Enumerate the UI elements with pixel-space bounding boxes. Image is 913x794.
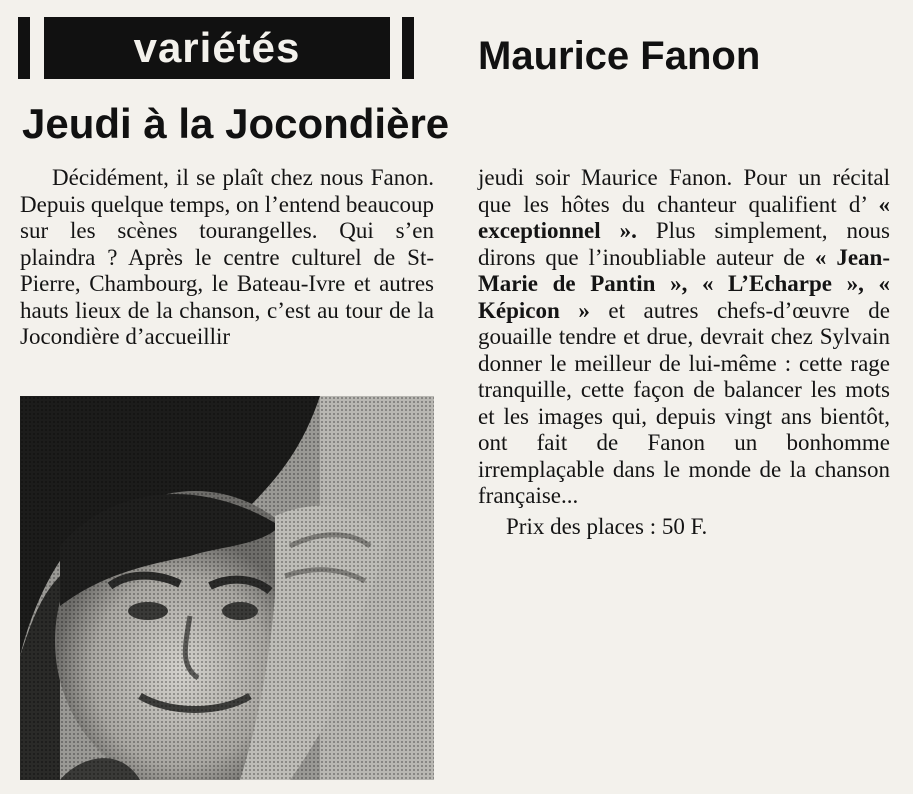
article-right-column <box>478 165 890 540</box>
rubric-bar-left <box>18 17 30 79</box>
article-paragraph-1: Décidément, il se plaît chez nous Fanon. Depuis quelque temps, on l’entend beaucoup sur les scènes tourangelles. Qui s’en plaindra ? Après le centre culturel de St-Pierre, Chambourg, le Bateau-Ivre et autres hauts lieux de la chanson, c’est au tour de la Jocondière d’accueillir <box>20 165 434 349</box>
headline: Jeudi à la Jocondière <box>22 100 450 147</box>
emphasis-quote: « exceptionnel ». <box>478 191 890 243</box>
song-titles: « Jean-Marie de Pantin », « L’Echarpe », « Képicon » <box>478 244 890 323</box>
rubric-label: variétés <box>44 17 390 79</box>
text-segment: jeudi soir Maurice Fanon. Pour un récital que les hôtes du chanteur qualifient d’ <box>478 165 890 217</box>
article-left-column <box>20 165 434 351</box>
author-name: Maurice Fanon <box>478 34 761 78</box>
rubric-bar-right <box>402 17 414 79</box>
article-paragraph-2 <box>478 165 890 510</box>
portrait-photo <box>20 396 434 780</box>
ticket-price: Prix des places : 50 F. <box>506 513 708 539</box>
text-segment: Plus simplement, nous dirons que l’inoubliable auteur de <box>478 218 890 270</box>
text-segment: et autres chefs-d’œuvre de gouaille tendre et drue, devrait chez Sylvain donner le meilleur de lui-même : cette rage tranquille, cette façon de balancer les mots et les images qui, depuis vingt ans bientôt, ont fait de Fanon un bonhomme irremplaçable dans le monde de la chanson française... <box>478 297 891 508</box>
rubric-box <box>18 14 432 82</box>
